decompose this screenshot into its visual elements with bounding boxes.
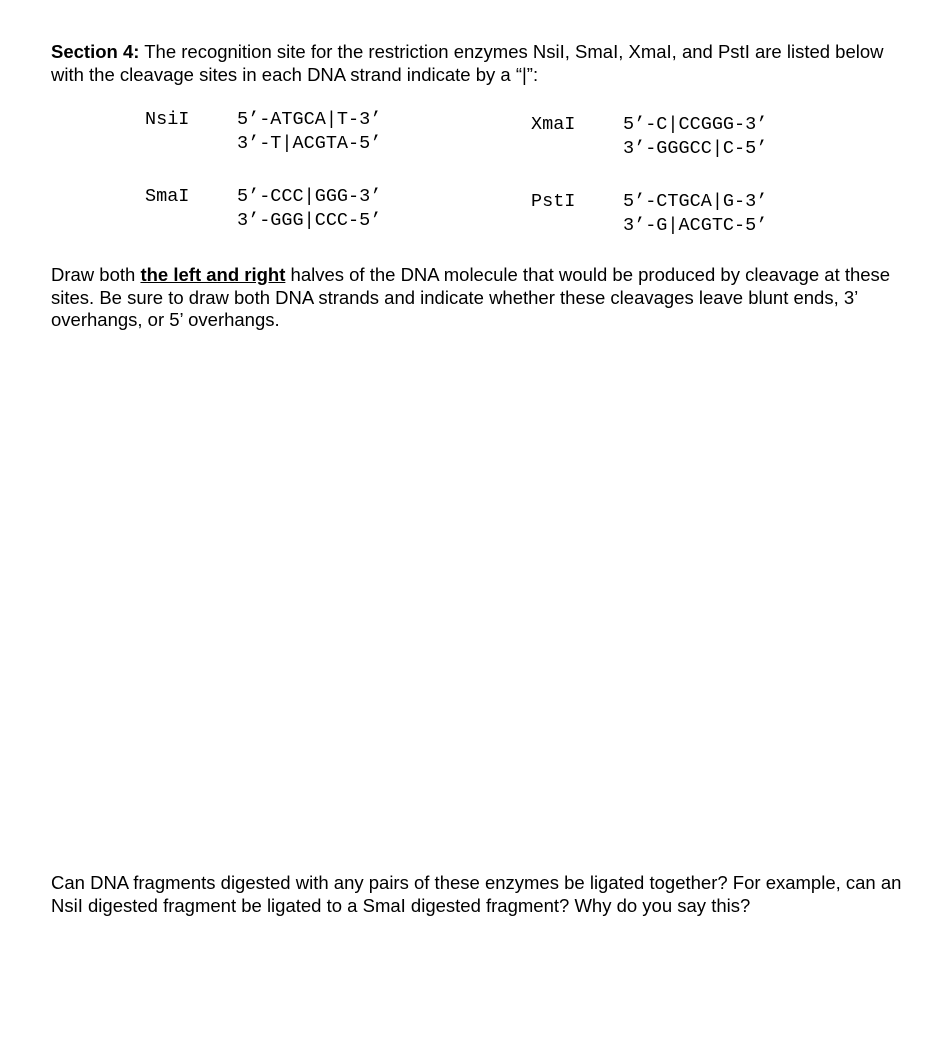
enzyme-name: PstI <box>531 191 576 212</box>
question-emphasis: the left and right <box>140 264 286 285</box>
question-text-continued: halves of the DNA molecule that would be produced by cleavage at these sites. Be sure to draw both DNA strands and indicate whether these cleavages leave blunt ends, 3’ overhangs, or 5’ overhangs. <box>51 264 891 330</box>
bottom-strand: 3’-GGG|CCC-5’ <box>237 210 382 231</box>
bottom-strand: 3’-T|ACGTA-5’ <box>237 133 382 154</box>
question-text: Draw both <box>51 264 141 285</box>
top-strand: 5’-CTGCA|G-3’ <box>623 191 768 212</box>
question-text: Can DNA fragments digested with any pairs of these enzymes be ligated together? For example, can an NsiI digested fragment be ligated to a SmaI digested fragment? Why do you say this? <box>51 872 902 916</box>
top-strand: 5’-ATGCA|T-3’ <box>237 109 382 130</box>
section-intro-text: The recognition site for the restriction enzymes NsiI, SmaI, XmaI, and PstI are listed below with the cleavage sites in each DNA strand indicate by a “|”: <box>51 41 884 85</box>
bottom-strand: 3’-GGGCC|C-5’ <box>623 138 768 159</box>
section-intro <box>51 40 911 86</box>
bottom-strand: 3’-G|ACGTC-5’ <box>623 215 768 236</box>
enzyme-name: NsiI <box>145 109 190 130</box>
enzyme-name: SmaI <box>145 186 190 207</box>
section-label: Section 4: <box>51 41 140 62</box>
top-strand: 5’-CCC|GGG-3’ <box>237 186 382 207</box>
question-ligation <box>51 872 911 917</box>
top-strand: 5’-C|CCGGG-3’ <box>623 114 768 135</box>
question-draw-halves <box>51 264 911 332</box>
enzyme-name: XmaI <box>531 114 576 135</box>
